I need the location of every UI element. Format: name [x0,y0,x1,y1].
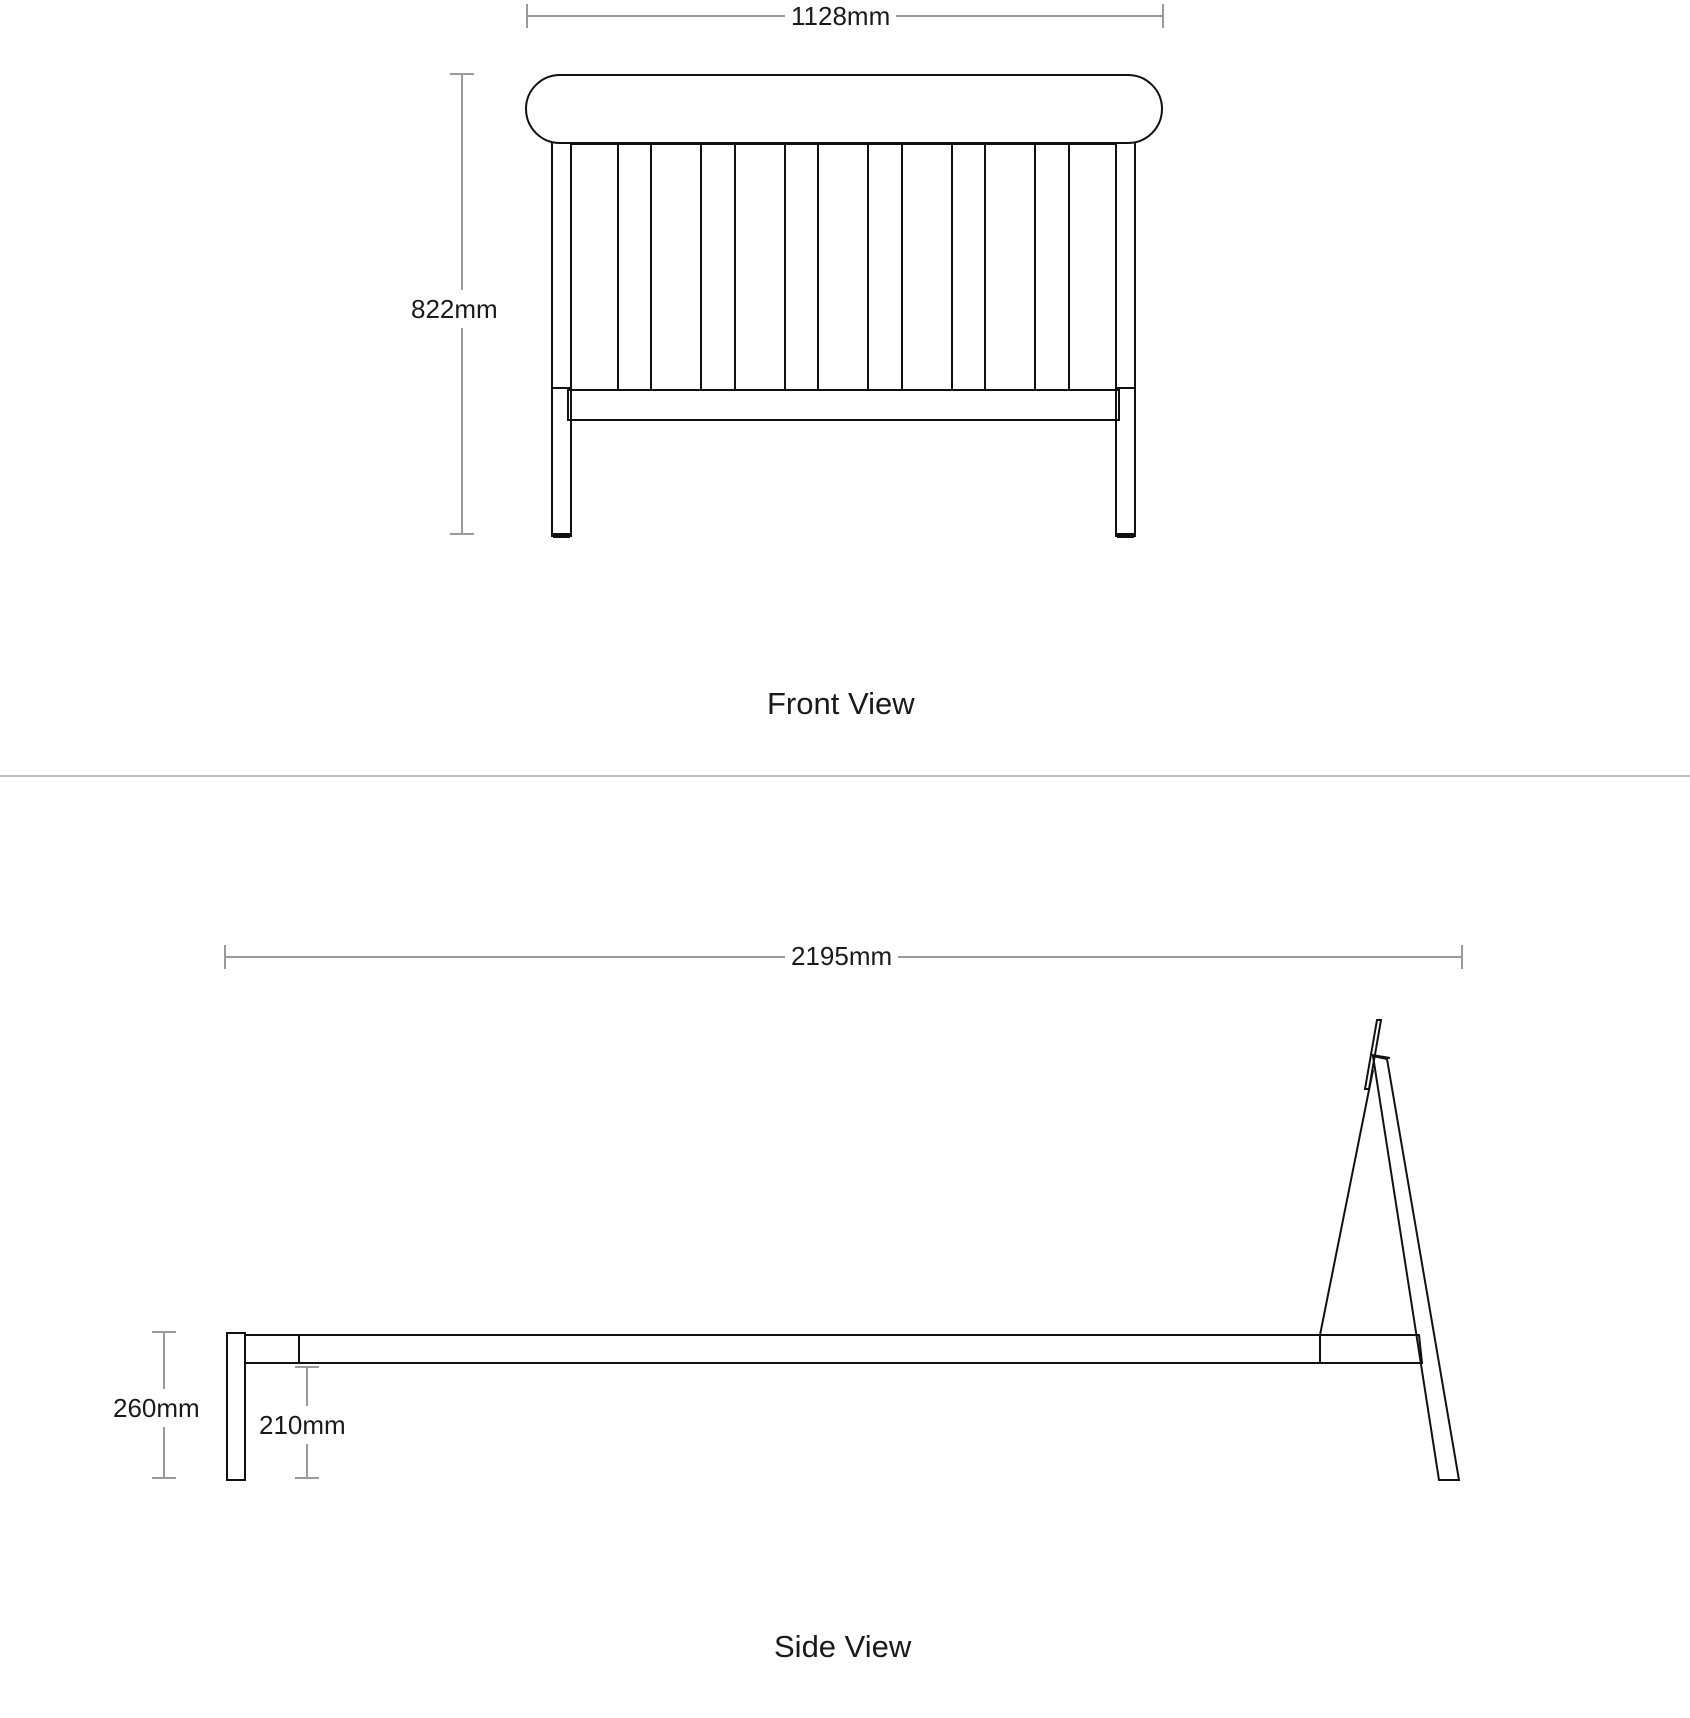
side-length-label: 2195mm [785,941,898,971]
front-view-title: Front View [767,686,915,721]
side-rail-clearance-label: 210mm [257,1406,348,1444]
front-headboard-cushion [526,75,1162,143]
side-rear-leg [1373,1056,1459,1480]
side-foot-post [227,1333,245,1480]
side-view-title: Side View [774,1629,912,1664]
front-right-post [1116,142,1135,538]
front-left-post [552,142,571,538]
side-view-drawing [152,945,1462,1480]
side-rail [245,1335,1422,1363]
front-view-drawing [450,4,1163,538]
side-foot-height-label: 260mm [111,1389,202,1427]
view-divider [0,775,1690,777]
front-cross-rail [568,390,1119,420]
side-headboard-brace [1320,1070,1373,1335]
front-height-label: 822mm [409,290,500,328]
front-width-label: 1128mm [785,1,896,31]
front-headboard-slats [571,144,1116,390]
